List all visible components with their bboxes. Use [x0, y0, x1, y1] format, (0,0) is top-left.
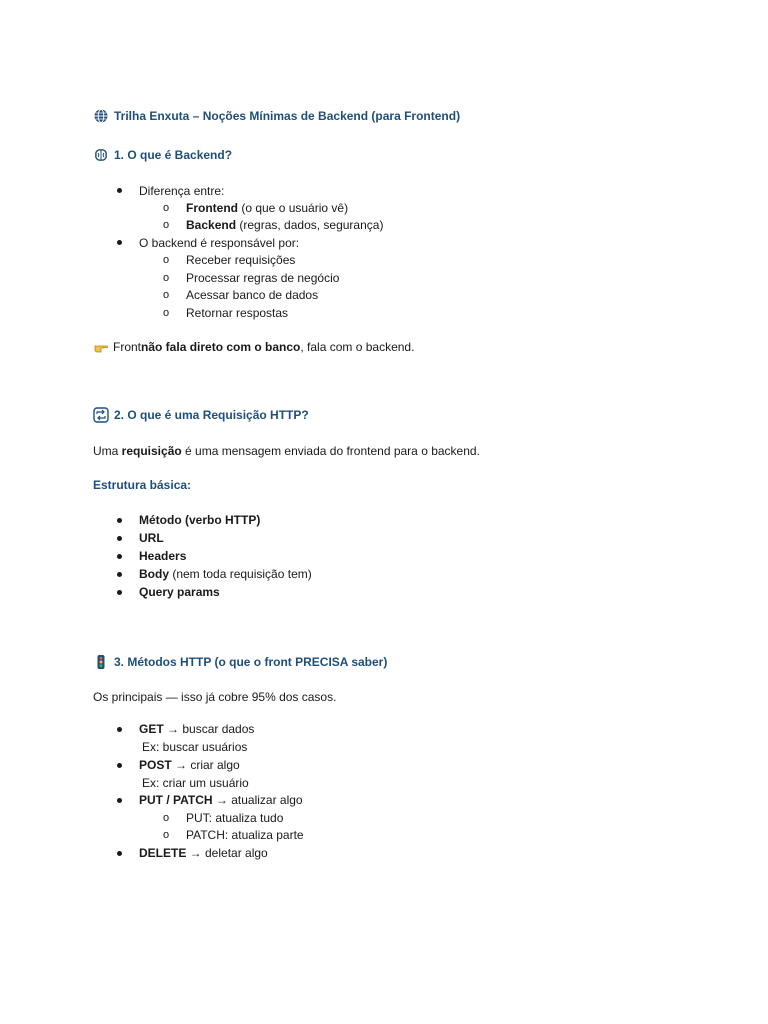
method-put-desc: → atualizar algo	[212, 793, 303, 807]
method-get-name: GET	[139, 722, 164, 736]
bullet-dot	[117, 240, 122, 245]
method-delete-name: DELETE	[139, 846, 187, 860]
bullet-dot	[117, 518, 122, 523]
structure-item	[139, 513, 260, 527]
traffic-light-icon	[93, 654, 109, 670]
frontend-item	[186, 201, 348, 215]
structure-item	[139, 567, 312, 581]
frontend-term: Frontend	[186, 201, 238, 215]
method-put	[139, 793, 303, 807]
duty-item: Receber requisições	[186, 253, 296, 267]
bullet-o: o	[163, 254, 170, 266]
section2-heading-text: 2. O que é uma Requisição HTTP?	[114, 408, 309, 422]
request-intro	[93, 444, 480, 458]
backend-desc: (regras, dados, segurança)	[236, 218, 384, 232]
duty-item: Acessar banco de dados	[186, 288, 319, 302]
structure-heading: Estrutura básica:	[93, 478, 192, 492]
bullet-dot	[117, 763, 122, 768]
method-post-name: POST	[139, 758, 172, 772]
section2-heading	[93, 407, 309, 423]
bullet-o: o	[163, 829, 170, 841]
structure-item-bold: Body	[139, 567, 169, 581]
method-get-desc: → buscar dados	[163, 722, 255, 736]
doc-title-text: Trilha Enxuta – Noções Mínimas de Backend (para Frontend)	[114, 109, 461, 123]
backend-item	[186, 218, 383, 232]
intro-prefix: Uma	[93, 444, 122, 458]
bullet-dot	[117, 590, 122, 595]
bullet-dot	[117, 536, 122, 541]
brain-icon	[93, 147, 109, 163]
method-get	[139, 722, 254, 736]
bullet-o: o	[163, 812, 170, 824]
bullet-dot	[117, 851, 122, 856]
backend-term: Backend	[186, 218, 237, 232]
pointing-hand-icon	[93, 339, 109, 355]
method-delete	[139, 846, 268, 860]
section1-heading	[93, 147, 232, 163]
diff-label: Diferença entre:	[139, 184, 225, 198]
duty-item: Retornar respostas	[186, 306, 289, 320]
repeat-icon	[93, 407, 109, 423]
backend-note	[93, 339, 414, 355]
responsible-label: O backend é responsável por:	[139, 236, 300, 250]
note-prefix: Front	[113, 340, 142, 354]
method-post-desc: → criar algo	[171, 758, 240, 772]
structure-item-rest: (nem toda requisição tem)	[169, 567, 312, 581]
bullet-o: o	[163, 289, 170, 301]
bullet-dot	[117, 727, 122, 732]
method-get-example: Ex: buscar usuários	[142, 740, 248, 754]
methods-intro: Os principais — isso já cobre 95% dos casos.	[93, 690, 337, 704]
note-suffix: , fala com o backend.	[300, 340, 415, 354]
globe-icon	[93, 108, 109, 124]
intro-suffix: é uma mensagem enviada do frontend para o backend.	[181, 444, 480, 458]
method-delete-desc: → deletar algo	[186, 846, 268, 860]
structure-item-bold: Método (verbo HTTP)	[139, 513, 261, 527]
bullet-o: o	[163, 219, 170, 231]
section1-heading-text: 1. O que é Backend?	[114, 148, 233, 162]
structure-item-bold: URL	[139, 531, 164, 545]
bullet-dot	[117, 188, 122, 193]
section3-heading	[93, 654, 387, 670]
structure-item	[139, 585, 220, 599]
method-post-example: Ex: criar um usuário	[142, 776, 249, 790]
bullet-o: o	[163, 307, 170, 319]
bullet-o: o	[163, 202, 170, 214]
bullet-dot	[117, 572, 122, 577]
structure-item-bold: Headers	[139, 549, 187, 563]
method-put-name: PUT / PATCH	[139, 793, 213, 807]
bullet-dot	[117, 554, 122, 559]
note-bold: não fala direto com o banco	[141, 340, 301, 354]
structure-item-bold: Query params	[139, 585, 220, 599]
intro-bold: requisição	[121, 444, 182, 458]
duty-item: Processar regras de negócio	[186, 271, 340, 285]
structure-item	[139, 531, 164, 545]
frontend-desc: (o que o usuário vê)	[238, 201, 349, 215]
bullet-o: o	[163, 272, 170, 284]
doc-title	[93, 108, 460, 124]
structure-item	[139, 549, 186, 563]
put-sub-item: PUT: atualiza tudo	[186, 811, 284, 825]
method-post	[139, 758, 240, 772]
bullet-dot	[117, 798, 122, 803]
patch-sub-item: PATCH: atualiza parte	[186, 828, 304, 842]
section3-heading-text: 3. Métodos HTTP (o que o front PRECISA saber)	[114, 655, 388, 669]
